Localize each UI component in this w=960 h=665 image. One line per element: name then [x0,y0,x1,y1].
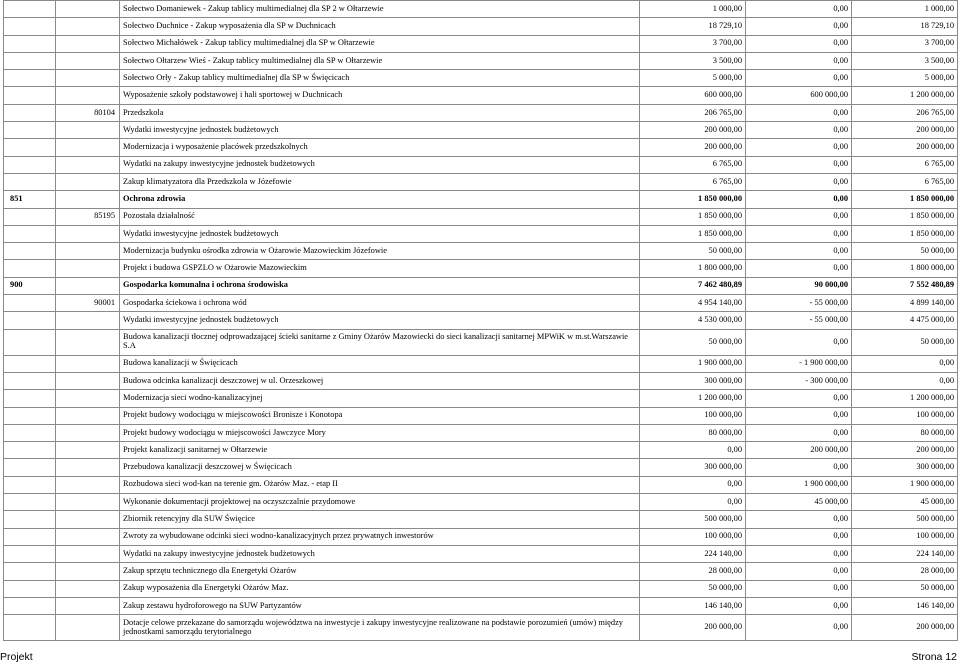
dzial-cell [4,139,56,156]
table-row [4,372,958,389]
rozdzial-cell [56,260,120,277]
change-amount-cell: 1 900 000,00 [746,476,852,493]
plan-after-change-cell: 3 700,00 [852,35,958,52]
table-row [4,597,958,614]
change-amount-cell: 0,00 [746,52,852,69]
table-row [4,580,958,597]
table-row [4,208,958,225]
rozdzial-cell [56,277,120,294]
table-row [4,70,958,87]
plan-amount-cell: 146 140,00 [640,597,746,614]
plan-amount-cell: 200 000,00 [640,139,746,156]
table-row [4,18,958,35]
table-row [4,52,958,69]
plan-after-change-cell: 200 000,00 [852,139,958,156]
rozdzial-cell [56,139,120,156]
dzial-cell [4,597,56,614]
plan-amount-cell: 1 200 000,00 [640,390,746,407]
table-row [4,243,958,260]
description-cell: Wydatki na zakupy inwestycyjne jednostek budżetowych [120,545,640,562]
plan-amount-cell: 5 000,00 [640,70,746,87]
plan-amount-cell: 1 900 000,00 [640,355,746,372]
plan-amount-cell: 1 850 000,00 [640,208,746,225]
change-amount-cell: - 300 000,00 [746,372,852,389]
rozdzial-cell [56,35,120,52]
plan-after-change-cell: 0,00 [852,372,958,389]
description-cell: Sołectwo Ołtarzew Wieś - Zakup tablicy multimedialnej dla SP w Ołtarzewie [120,52,640,69]
change-amount-cell: 0,00 [746,70,852,87]
change-amount-cell: 600 000,00 [746,87,852,104]
dzial-cell [4,615,56,641]
plan-amount-cell: 50 000,00 [640,243,746,260]
change-amount-cell: 0,00 [746,191,852,208]
dzial-cell [4,424,56,441]
plan-after-change-cell: 4 899 140,00 [852,295,958,312]
plan-after-change-cell: 0,00 [852,355,958,372]
plan-after-change-cell: 18 729,10 [852,18,958,35]
description-cell: Ochrona zdrowia [120,191,640,208]
dzial-cell [4,18,56,35]
plan-after-change-cell: 100 000,00 [852,528,958,545]
footer-left: Projekt [0,651,33,663]
budget-table [3,0,958,641]
table-row [4,476,958,493]
table-row [4,459,958,476]
change-amount-cell: 0,00 [746,225,852,242]
rozdzial-cell: 90001 [56,295,120,312]
plan-amount-cell: 100 000,00 [640,407,746,424]
plan-after-change-cell: 6 765,00 [852,173,958,190]
plan-after-change-cell: 500 000,00 [852,511,958,528]
rozdzial-cell [56,528,120,545]
description-cell: Modernizacja sieci wodno-kanalizacyjnej [120,390,640,407]
plan-amount-cell: 100 000,00 [640,528,746,545]
rozdzial-cell [56,191,120,208]
plan-after-change-cell: 1 850 000,00 [852,191,958,208]
dzial-cell [4,208,56,225]
rozdzial-cell [56,243,120,260]
table-row [4,312,958,329]
plan-amount-cell: 1 850 000,00 [640,191,746,208]
plan-amount-cell: 18 729,10 [640,18,746,35]
change-amount-cell: 0,00 [746,563,852,580]
plan-after-change-cell: 300 000,00 [852,459,958,476]
plan-amount-cell: 0,00 [640,494,746,511]
description-cell: Sołectwo Domaniewek - Zakup tablicy multimedialnej dla SP 2 w Ołtarzewie [120,1,640,18]
change-amount-cell: 0,00 [746,156,852,173]
plan-after-change-cell: 1 000,00 [852,1,958,18]
plan-after-change-cell: 224 140,00 [852,545,958,562]
rozdzial-cell: 80104 [56,104,120,121]
plan-amount-cell: 4 954 140,00 [640,295,746,312]
plan-amount-cell: 200 000,00 [640,615,746,641]
plan-after-change-cell: 28 000,00 [852,563,958,580]
change-amount-cell: 0,00 [746,35,852,52]
dzial-cell: 851 [4,191,56,208]
dzial-cell: 900 [4,277,56,294]
change-amount-cell: 0,00 [746,511,852,528]
change-amount-cell: - 55 000,00 [746,312,852,329]
description-cell: Modernizacja i wyposażenie placówek przedszkolnych [120,139,640,156]
rozdzial-cell [56,18,120,35]
description-cell: Sołectwo Duchnice - Zakup wyposażenia dla SP w Duchnicach [120,18,640,35]
rozdzial-cell [56,329,120,355]
description-cell: Przedszkola [120,104,640,121]
description-cell: Sołectwo Orły - Zakup tablicy multimedialnej dla SP w Święcicach [120,70,640,87]
description-cell: Projekt budowy wodociągu w miejscowości Bronisze i Konotopa [120,407,640,424]
change-amount-cell: 0,00 [746,139,852,156]
dzial-cell [4,407,56,424]
table-row [4,615,958,641]
description-cell: Wydatki na zakupy inwestycyjne jednostek budżetowych [120,156,640,173]
dzial-cell [4,295,56,312]
change-amount-cell: 0,00 [746,18,852,35]
change-amount-cell: 90 000,00 [746,277,852,294]
table-row [4,295,958,312]
plan-after-change-cell: 80 000,00 [852,424,958,441]
table-row [4,545,958,562]
description-cell: Przebudowa kanalizacji deszczowej w Święcicach [120,459,640,476]
plan-amount-cell: 4 530 000,00 [640,312,746,329]
dzial-cell [4,243,56,260]
plan-after-change-cell: 1 200 000,00 [852,87,958,104]
table-row [4,407,958,424]
plan-after-change-cell: 146 140,00 [852,597,958,614]
plan-amount-cell: 206 765,00 [640,104,746,121]
plan-amount-cell: 80 000,00 [640,424,746,441]
rozdzial-cell [56,70,120,87]
description-cell: Zakup wyposażenia dla Energetyki Ożarów Maz. [120,580,640,597]
budget-rows [4,1,958,641]
plan-after-change-cell: 7 552 480,89 [852,277,958,294]
description-cell: Zakup klimatyzatora dla Przedszkola w Józefowie [120,173,640,190]
table-row [4,225,958,242]
dzial-cell [4,35,56,52]
table-row [4,1,958,18]
description-cell: Wyposażenie szkoły podstawowej i hali sportowej w Duchnicach [120,87,640,104]
rozdzial-cell [56,476,120,493]
table-row [4,173,958,190]
description-cell: Modernizacja budynku ośrodka zdrowia w Ożarowie Mazowieckim Józefowie [120,243,640,260]
description-cell: Wydatki inwestycyjne jednostek budżetowych [120,122,640,139]
description-cell: Gospodarka ściekowa i ochrona wód [120,295,640,312]
dzial-cell [4,70,56,87]
plan-after-change-cell: 200 000,00 [852,122,958,139]
rozdzial-cell [56,1,120,18]
description-cell: Sołectwo Michałówek - Zakup tablicy multimedialnej dla SP w Ołtarzewie [120,35,640,52]
change-amount-cell: 0,00 [746,615,852,641]
table-row [4,329,958,355]
plan-after-change-cell: 50 000,00 [852,243,958,260]
plan-amount-cell: 300 000,00 [640,459,746,476]
rozdzial-cell [56,173,120,190]
plan-after-change-cell: 1 900 000,00 [852,476,958,493]
description-cell: Zakup sprzętu technicznego dla Energetyki Ożarów [120,563,640,580]
description-cell: Zwroty za wybudowane odcinki sieci wodno-kanalizacyjnych przez prywatnych inwestorów [120,528,640,545]
dzial-cell [4,122,56,139]
rozdzial-cell [56,407,120,424]
table-row [4,277,958,294]
description-cell: Wydatki inwestycyjne jednostek budżetowych [120,225,640,242]
rozdzial-cell [56,442,120,459]
plan-after-change-cell: 45 000,00 [852,494,958,511]
change-amount-cell: 0,00 [746,208,852,225]
change-amount-cell: 0,00 [746,597,852,614]
change-amount-cell: 0,00 [746,1,852,18]
dzial-cell [4,459,56,476]
plan-amount-cell: 6 765,00 [640,156,746,173]
plan-after-change-cell: 200 000,00 [852,615,958,641]
table-row [4,442,958,459]
dzial-cell [4,355,56,372]
rozdzial-cell [56,615,120,641]
table-row [4,260,958,277]
dzial-cell [4,511,56,528]
rozdzial-cell [56,424,120,441]
change-amount-cell: 0,00 [746,528,852,545]
plan-amount-cell: 1 000,00 [640,1,746,18]
table-row [4,424,958,441]
description-cell: Projekt i budowa GSPZLO w Ożarowie Mazowieckim [120,260,640,277]
change-amount-cell: 0,00 [746,459,852,476]
dzial-cell [4,225,56,242]
change-amount-cell: 200 000,00 [746,442,852,459]
change-amount-cell: 45 000,00 [746,494,852,511]
rozdzial-cell [56,355,120,372]
dzial-cell [4,476,56,493]
plan-after-change-cell: 100 000,00 [852,407,958,424]
plan-amount-cell: 224 140,00 [640,545,746,562]
dzial-cell [4,329,56,355]
plan-after-change-cell: 50 000,00 [852,329,958,355]
description-cell: Projekt budowy wodociągu w miejscowości Jawczyce Mory [120,424,640,441]
rozdzial-cell [56,156,120,173]
table-row [4,494,958,511]
plan-amount-cell: 0,00 [640,476,746,493]
dzial-cell [4,260,56,277]
table-row [4,139,958,156]
rozdzial-cell [56,122,120,139]
dzial-cell [4,563,56,580]
change-amount-cell: 0,00 [746,390,852,407]
dzial-cell [4,442,56,459]
change-amount-cell: 0,00 [746,407,852,424]
description-cell: Zbiornik retencyjny dla SUW Święcice [120,511,640,528]
dzial-cell [4,52,56,69]
dzial-cell [4,494,56,511]
plan-after-change-cell: 4 475 000,00 [852,312,958,329]
rozdzial-cell [56,52,120,69]
plan-amount-cell: 28 000,00 [640,563,746,580]
change-amount-cell: - 55 000,00 [746,295,852,312]
rozdzial-cell [56,312,120,329]
plan-amount-cell: 50 000,00 [640,580,746,597]
plan-amount-cell: 1 850 000,00 [640,225,746,242]
rozdzial-cell [56,372,120,389]
plan-amount-cell: 500 000,00 [640,511,746,528]
description-cell: Projekt kanalizacji sanitarnej w Ołtarzewie [120,442,640,459]
plan-after-change-cell: 6 765,00 [852,156,958,173]
description-cell: Zakup zestawu hydroforowego na SUW Partyzantów [120,597,640,614]
dzial-cell [4,173,56,190]
dzial-cell [4,1,56,18]
description-cell: Wydatki inwestycyjne jednostek budżetowych [120,312,640,329]
table-row [4,104,958,121]
dzial-cell [4,87,56,104]
change-amount-cell: 0,00 [746,580,852,597]
change-amount-cell: 0,00 [746,329,852,355]
change-amount-cell: 0,00 [746,424,852,441]
plan-after-change-cell: 200 000,00 [852,442,958,459]
table-row [4,390,958,407]
change-amount-cell: 0,00 [746,104,852,121]
plan-after-change-cell: 1 200 000,00 [852,390,958,407]
rozdzial-cell [56,225,120,242]
rozdzial-cell [56,494,120,511]
description-cell: Budowa odcinka kanalizacji deszczowej w ul. Orzeszkowej [120,372,640,389]
dzial-cell [4,390,56,407]
plan-after-change-cell: 1 850 000,00 [852,225,958,242]
rozdzial-cell [56,597,120,614]
change-amount-cell: 0,00 [746,260,852,277]
description-cell: Gospodarka komunalna i ochrona środowiska [120,277,640,294]
rozdzial-cell [56,390,120,407]
table-row [4,191,958,208]
rozdzial-cell [56,545,120,562]
dzial-cell [4,545,56,562]
change-amount-cell: - 1 900 000,00 [746,355,852,372]
page-number: Strona 12 [911,651,957,663]
table-row [4,156,958,173]
plan-amount-cell: 6 765,00 [640,173,746,190]
table-row [4,87,958,104]
plan-after-change-cell: 50 000,00 [852,580,958,597]
plan-amount-cell: 300 000,00 [640,372,746,389]
plan-after-change-cell: 1 850 000,00 [852,208,958,225]
description-cell: Budowa kanalizacji tłocznej odprowadzającej ścieki sanitarne z Gminy Ożarów Mazowiecki do sieci kanalizacji sanitarnej MPWiK w m.st.Warszawie S.A [120,329,640,355]
page-footer [0,651,960,663]
table-row [4,511,958,528]
description-cell: Rozbudowa sieci wod-kan na terenie gm. Ożarów Maz. - etap II [120,476,640,493]
change-amount-cell: 0,00 [746,545,852,562]
rozdzial-cell [56,563,120,580]
dzial-cell [4,372,56,389]
plan-amount-cell: 3 700,00 [640,35,746,52]
description-cell: Pozostała działalność [120,208,640,225]
plan-amount-cell: 3 500,00 [640,52,746,69]
description-cell: Wykonanie dokumentacji projektowej na oczyszczalnie przydomowe [120,494,640,511]
plan-amount-cell: 1 800 000,00 [640,260,746,277]
rozdzial-cell [56,87,120,104]
rozdzial-cell: 85195 [56,208,120,225]
plan-after-change-cell: 3 500,00 [852,52,958,69]
description-cell: Dotacje celowe przekazane do samorządu województwa na inwestycje i zakupy inwestycyjne realizowane na podstawie porozumień (umów) między jednostkami samorządu terytorialnego [120,615,640,641]
dzial-cell [4,312,56,329]
description-cell: Budowa kanalizacji w Święcicach [120,355,640,372]
plan-amount-cell: 0,00 [640,442,746,459]
rozdzial-cell [56,580,120,597]
plan-after-change-cell: 5 000,00 [852,70,958,87]
plan-amount-cell: 600 000,00 [640,87,746,104]
plan-after-change-cell: 1 800 000,00 [852,260,958,277]
dzial-cell [4,528,56,545]
table-row [4,563,958,580]
plan-after-change-cell: 206 765,00 [852,104,958,121]
change-amount-cell: 0,00 [746,243,852,260]
change-amount-cell: 0,00 [746,122,852,139]
rozdzial-cell [56,511,120,528]
table-row [4,355,958,372]
dzial-cell [4,104,56,121]
table-row [4,122,958,139]
dzial-cell [4,156,56,173]
plan-amount-cell: 200 000,00 [640,122,746,139]
dzial-cell [4,580,56,597]
table-row [4,528,958,545]
plan-amount-cell: 50 000,00 [640,329,746,355]
change-amount-cell: 0,00 [746,173,852,190]
table-row [4,35,958,52]
plan-amount-cell: 7 462 480,89 [640,277,746,294]
rozdzial-cell [56,459,120,476]
